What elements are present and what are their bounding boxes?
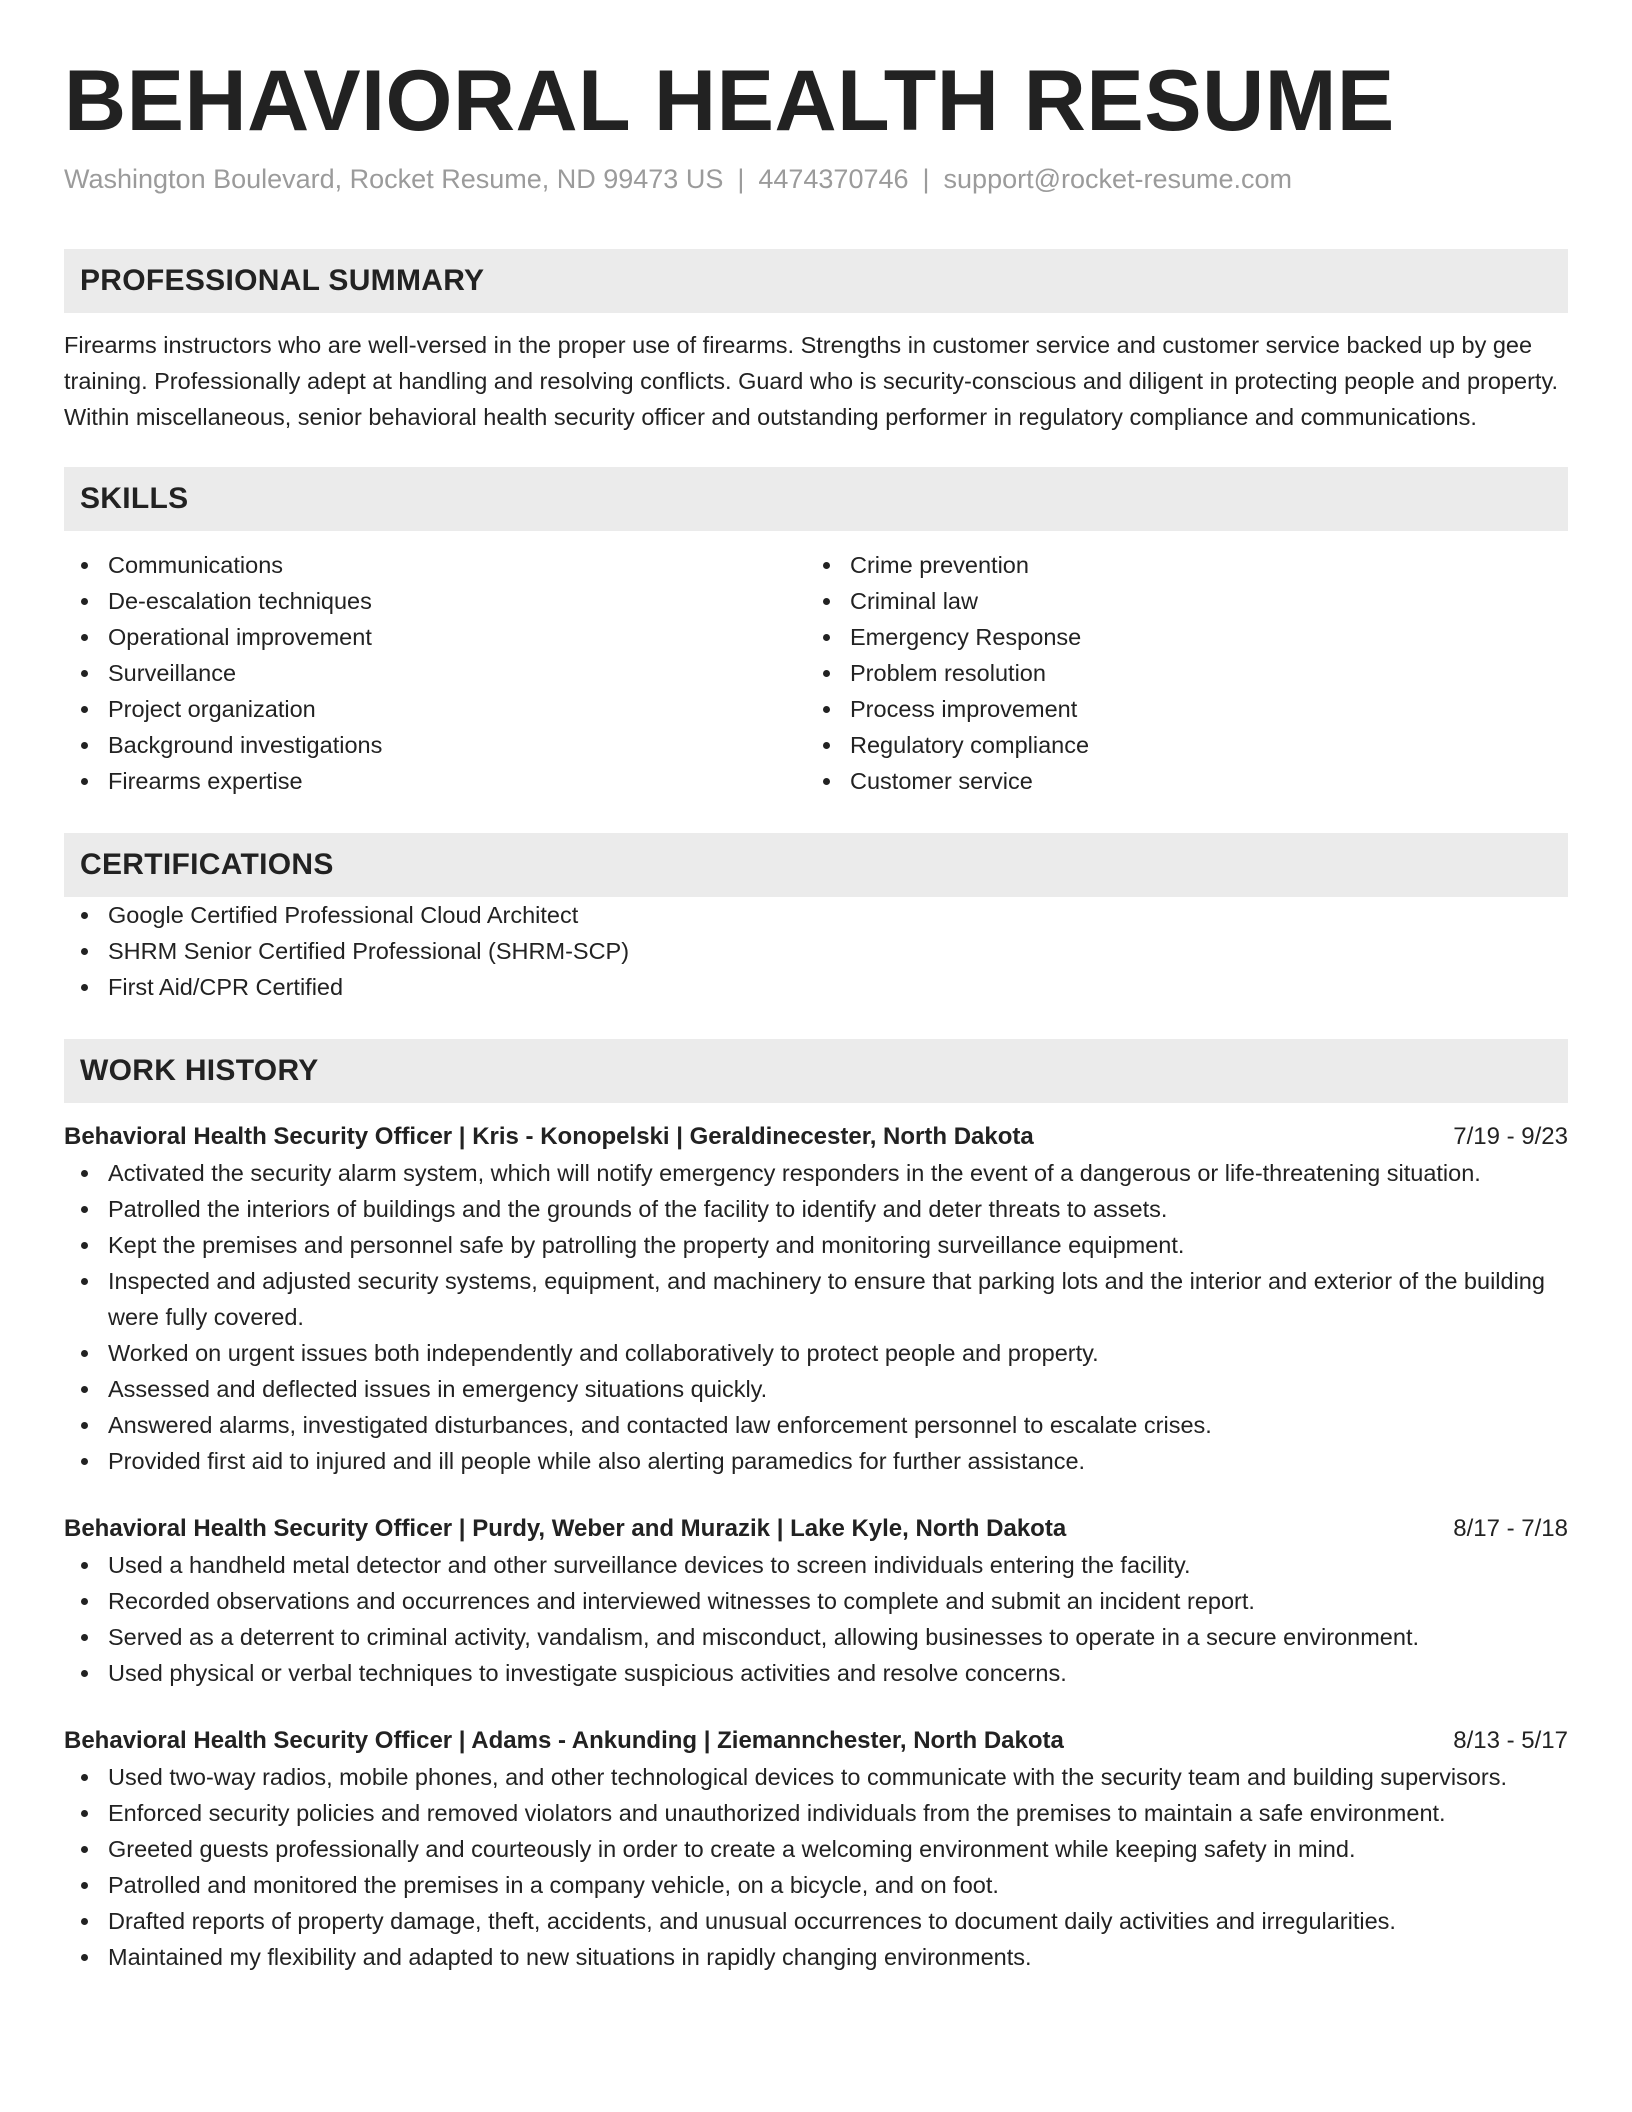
contact-separator: |	[922, 163, 930, 194]
skill-item: Crime prevention	[806, 547, 1548, 583]
contact-line	[64, 161, 1568, 199]
job-bullets	[64, 1547, 1568, 1691]
job-bullet: Recorded observations and occurrences and interviewed witnesses to complete and submit an incident report.	[64, 1583, 1568, 1619]
skill-item: Project organization	[64, 691, 806, 727]
job-bullet: Greeted guests professionally and courteously in order to create a welcoming environment while keeping safety in mind.	[64, 1831, 1568, 1867]
skill-item: Problem resolution	[806, 655, 1548, 691]
section-header-certifications: CERTIFICATIONS	[64, 833, 1568, 897]
section-header-summary: PROFESSIONAL SUMMARY	[64, 249, 1568, 313]
job-header	[64, 1119, 1568, 1155]
certification-item: First Aid/CPR Certified	[64, 969, 1568, 1005]
job-entry	[64, 1511, 1568, 1691]
job-bullet: Patrolled the interiors of buildings and the grounds of the facility to identify and deter threats to assets.	[64, 1191, 1568, 1227]
summary-text: Firearms instructors who are well-versed in the proper use of firearms. Strengths in customer service and customer service backed up by gee training. Professionally adept at handling and resolving conflicts. Guard who is security-conscious and diligent in protecting people and property. Within miscellaneous, senior behavioral health security officer and outstanding performer in regulatory compliance and communications.	[64, 331, 1558, 430]
job-bullet: Assessed and deflected issues in emergency situations quickly.	[64, 1371, 1568, 1407]
section-header-work-history: WORK HISTORY	[64, 1039, 1568, 1103]
job-bullet: Worked on urgent issues both independently and collaboratively to protect people and property.	[64, 1335, 1568, 1371]
certification-item: SHRM Senior Certified Professional (SHRM-SCP)	[64, 933, 1568, 969]
job-bullet: Used two-way radios, mobile phones, and other technological devices to communicate with the security team and building supervisors.	[64, 1759, 1568, 1795]
job-bullet: Drafted reports of property damage, theft, accidents, and unusual occurrences to document daily activities and irregularities.	[64, 1903, 1568, 1939]
resume-page	[64, 52, 1568, 1975]
certification-item: Google Certified Professional Cloud Architect	[64, 897, 1568, 933]
skill-item: Firearms expertise	[64, 763, 806, 799]
job-bullet: Used physical or verbal techniques to investigate suspicious activities and resolve concerns.	[64, 1655, 1568, 1691]
skill-item: Criminal law	[806, 583, 1548, 619]
job-bullet: Patrolled and monitored the premises in a company vehicle, on a bicycle, and on foot.	[64, 1867, 1568, 1903]
job-bullet: Used a handheld metal detector and other surveillance devices to screen individuals entering the facility.	[64, 1547, 1568, 1583]
job-bullet: Provided first aid to injured and ill people while also alerting paramedics for further assistance.	[64, 1443, 1568, 1479]
job-title: Behavioral Health Security Officer | Adams - Ankunding | Ziemannchester, North Dakota	[64, 1726, 1064, 1754]
job-entry	[64, 1723, 1568, 1975]
contact-address: Washington Boulevard, Rocket Resume, ND 99473 US	[64, 163, 724, 194]
job-entry	[64, 1119, 1568, 1479]
job-title: Behavioral Health Security Officer | Purdy, Weber and Murazik | Lake Kyle, North Dakota	[64, 1514, 1067, 1542]
job-bullet: Answered alarms, investigated disturbances, and contacted law enforcement personnel to escalate crises.	[64, 1407, 1568, 1443]
job-dates: 7/19 - 9/23	[1453, 1122, 1568, 1150]
skill-item: Communications	[64, 547, 806, 583]
job-bullet: Kept the premises and personnel safe by patrolling the property and monitoring surveillance equipment.	[64, 1227, 1568, 1263]
job-bullets	[64, 1759, 1568, 1975]
job-bullet: Served as a deterrent to criminal activity, vandalism, and misconduct, allowing businesses to operate in a secure environment.	[64, 1619, 1568, 1655]
certifications-list	[64, 897, 1568, 1005]
job-header	[64, 1511, 1568, 1547]
job-dates: 8/13 - 5/17	[1453, 1726, 1568, 1754]
skill-item: Emergency Response	[806, 619, 1548, 655]
job-title: Behavioral Health Security Officer | Kris - Konopelski | Geraldinecester, North Dakota	[64, 1122, 1034, 1150]
job-header	[64, 1723, 1568, 1759]
contact-phone: 4474370746	[758, 163, 909, 194]
skill-item: Background investigations	[64, 727, 806, 763]
skill-item: Customer service	[806, 763, 1548, 799]
skills-list-right	[806, 547, 1548, 799]
skills-columns	[64, 547, 1568, 799]
skill-item: Regulatory compliance	[806, 727, 1548, 763]
job-bullet: Enforced security policies and removed violators and unauthorized individuals from the premises to maintain a safe environment.	[64, 1795, 1568, 1831]
skills-column-left	[64, 547, 806, 799]
job-dates: 8/17 - 7/18	[1453, 1514, 1568, 1542]
job-bullet: Maintained my flexibility and adapted to new situations in rapidly changing environments.	[64, 1939, 1568, 1975]
contact-email: support@rocket-resume.com	[943, 163, 1293, 194]
skill-item: De-escalation techniques	[64, 583, 806, 619]
page-title: BEHAVIORAL HEALTH RESUME	[64, 53, 1395, 149]
contact-separator: |	[737, 163, 745, 194]
skill-item: Operational improvement	[64, 619, 806, 655]
skill-item: Surveillance	[64, 655, 806, 691]
job-bullet: Activated the security alarm system, which will notify emergency responders in the event of a dangerous or life-threatening situation.	[64, 1155, 1568, 1191]
skill-item: Process improvement	[806, 691, 1548, 727]
skills-list-left	[64, 547, 806, 799]
job-bullet: Inspected and adjusted security systems, equipment, and machinery to ensure that parking lots and the interior and exterior of the building were fully covered.	[64, 1263, 1568, 1335]
job-bullets	[64, 1155, 1568, 1479]
section-header-skills: SKILLS	[64, 467, 1568, 531]
skills-column-right	[806, 547, 1548, 799]
